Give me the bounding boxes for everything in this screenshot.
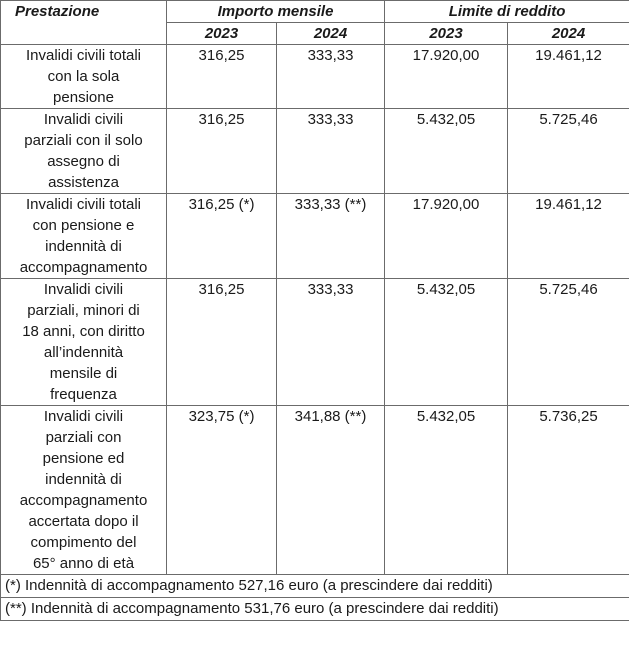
table-row xyxy=(1,279,629,406)
header-row xyxy=(1,1,629,23)
footnote: (**) Indennità di accompagnamento 531,76 euro (a prescindere dai redditi) xyxy=(1,598,629,621)
limite-cell: 19.461,12 xyxy=(508,45,629,109)
importo-cell: 316,25 (*) xyxy=(167,194,277,279)
prestazione-label-line: indennità di xyxy=(45,471,122,488)
prestazione-label-line: pensione xyxy=(53,89,114,106)
importo-cell: 333,33 xyxy=(277,45,385,109)
importo-cell: 316,25 xyxy=(167,279,277,406)
prestazione-label-line: Invalidi civili totali xyxy=(25,196,142,213)
prestazione-label-line: pensione ed xyxy=(42,450,125,467)
prestazione-label-line: assegno di xyxy=(47,153,120,170)
importo-cell: 316,25 xyxy=(167,109,277,194)
limite-cell: 5.432,05 xyxy=(385,109,508,194)
prestazione-label-line: indennità di xyxy=(45,238,122,255)
year-header: 2023 xyxy=(385,23,508,45)
table-body xyxy=(1,45,629,575)
footnote: (*) Indennità di accompagnamento 527,16 euro (a prescindere dai redditi) xyxy=(1,575,629,598)
footnote-row xyxy=(1,598,629,621)
prestazione-label-line: parziali con xyxy=(45,429,122,446)
prestazione-cell xyxy=(1,109,167,194)
prestazione-label-line: all’indennità xyxy=(43,344,124,361)
importo-cell: 341,88 (**) xyxy=(277,406,385,575)
limite-cell: 5.725,46 xyxy=(508,279,629,406)
prestazione-label-line: accertata dopo il xyxy=(28,513,139,530)
prestazione-cell xyxy=(1,406,167,575)
prestazione-label-line: assistenza xyxy=(48,174,119,191)
year-header: 2024 xyxy=(508,23,629,45)
limite-cell: 5.432,05 xyxy=(385,279,508,406)
prestazione-label-line: parziali con il solo xyxy=(24,132,143,149)
prestazione-header: Prestazione xyxy=(1,1,167,45)
prestazione-label-line: compimento del xyxy=(30,534,137,551)
importo-cell: 323,75 (*) xyxy=(167,406,277,575)
prestazione-label-line: Invalidi civili xyxy=(43,408,124,425)
prestazione-cell xyxy=(1,45,167,109)
prestazione-label-line: 18 anni, con diritto xyxy=(22,323,145,340)
year-header: 2024 xyxy=(277,23,385,45)
importo-cell: 333,33 xyxy=(277,279,385,406)
limite-cell: 19.461,12 xyxy=(508,194,629,279)
prestazione-cell xyxy=(1,279,167,406)
year-header: 2023 xyxy=(167,23,277,45)
prestazione-label-line: con pensione e xyxy=(32,217,135,234)
table-row xyxy=(1,406,629,575)
footnote-row xyxy=(1,575,629,598)
limite-cell: 17.920,00 xyxy=(385,45,508,109)
table-row xyxy=(1,109,629,194)
prestazione-label-line: con la sola xyxy=(47,68,120,85)
importo-cell: 333,33 xyxy=(277,109,385,194)
prestazione-label-line: Invalidi civili xyxy=(43,281,124,298)
table-row xyxy=(1,45,629,109)
prestazione-label-line: accompagnamento xyxy=(19,259,148,276)
importo-cell: 333,33 (**) xyxy=(277,194,385,279)
prestazione-label-line: frequenza xyxy=(50,386,117,403)
limite-cell: 5.725,46 xyxy=(508,109,629,194)
prestazione-label-line: Invalidi civili totali xyxy=(25,47,142,64)
importo-mensile-header: Importo mensile xyxy=(167,1,385,23)
limite-cell: 17.920,00 xyxy=(385,194,508,279)
prestazione-label-line: Invalidi civili xyxy=(43,111,124,128)
table-header xyxy=(1,1,629,45)
prestazione-label-line: parziali, minori di xyxy=(27,302,140,319)
prestazione-label-line: 65° anno di età xyxy=(32,555,135,572)
prestazione-cell xyxy=(1,194,167,279)
importo-cell: 316,25 xyxy=(167,45,277,109)
table-footnotes xyxy=(1,575,629,621)
prestazione-label-line: accompagnamento xyxy=(19,492,148,509)
limite-cell: 5.432,05 xyxy=(385,406,508,575)
prestazione-label-line: mensile di xyxy=(49,365,118,382)
limite-cell: 5.736,25 xyxy=(508,406,629,575)
table-row xyxy=(1,194,629,279)
limite-reddito-header: Limite di reddito xyxy=(385,1,629,23)
